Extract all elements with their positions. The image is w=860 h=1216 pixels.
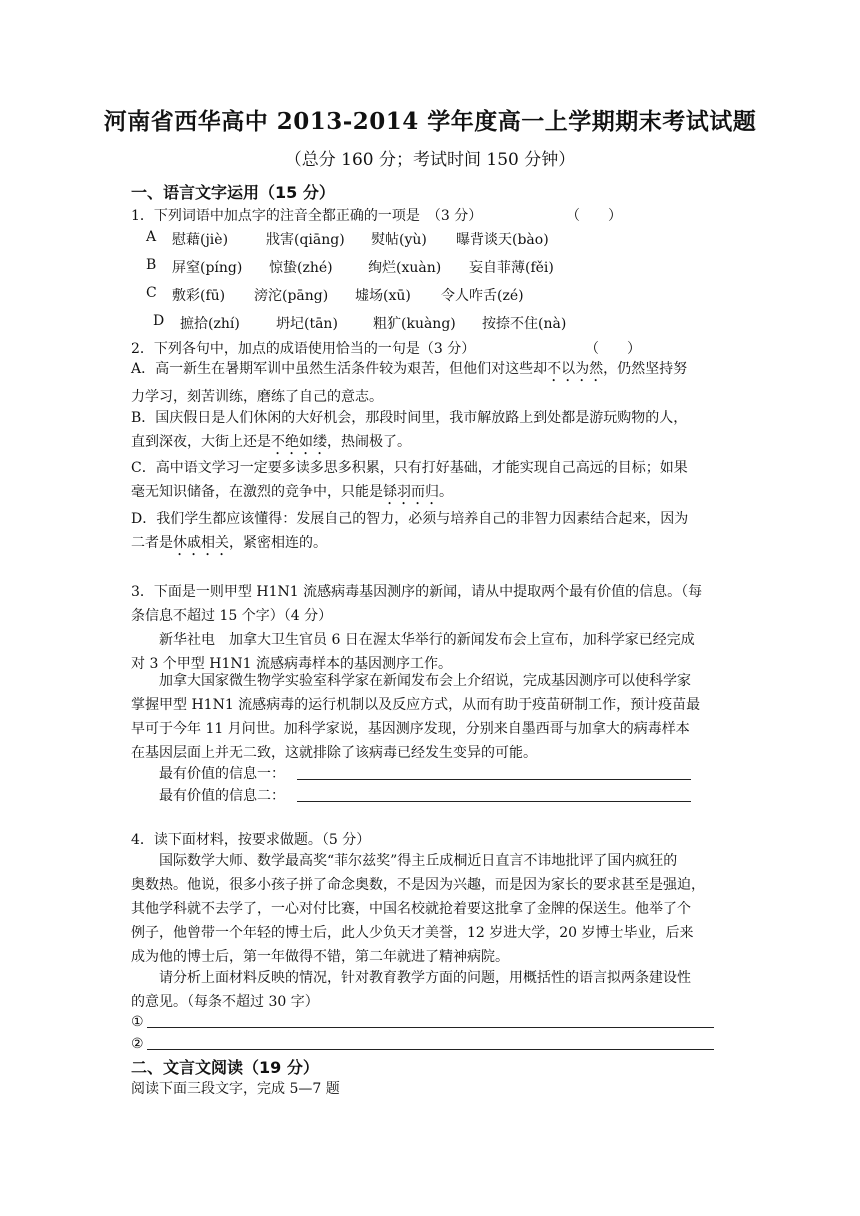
q3-answer-line-1[interactable] xyxy=(297,779,691,780)
option-word: 戕害(qiāng) xyxy=(266,232,345,248)
q4-answer-line-1[interactable] xyxy=(147,1027,714,1028)
material-line: 国际数学大师、数学最高奖“菲尔兹奖”得主丘成桐近日直言不讳地批评了国内疯狂的 xyxy=(159,853,678,869)
requirement-line: 的意见。（每条不超过 30 字） xyxy=(131,994,319,1010)
option-word: 滂沱(pāng) xyxy=(254,288,329,304)
option-text: 毫无知识储备，在激烈的竞争中，只能是 xyxy=(131,484,383,500)
q2-option-b xyxy=(131,406,733,458)
material-line: 其他学科就不去学了，一心对付比赛，中国名校就抢着要这批拿了金牌的保送生。他举了个 xyxy=(131,901,691,917)
q2-option-d xyxy=(131,507,733,559)
q4-answer-line-2[interactable] xyxy=(147,1049,714,1050)
requirement-line: 请分析上面材料反映的情况，针对教育教学方面的问题，用概括性的语言拟两条建设性 xyxy=(159,970,691,986)
page-title: 河南省西华高中 2013-2014 学年度高一上学期期末考试试题 xyxy=(103,108,757,135)
option-text: C．高中语文学习一定要多读多思多积累，只有打好基础，才能实现自己高远的目标；如果 xyxy=(131,460,688,476)
q4-stem: 4．读下面材料，按要求做题。（5 分） xyxy=(131,832,371,848)
q2-answer-bracket: （ ） xyxy=(585,341,641,357)
q3-answer-label-2: 最有价值的信息二： xyxy=(159,788,285,804)
option-label: B xyxy=(146,257,157,273)
option-word: 曝背谈天(bào) xyxy=(456,232,549,248)
news-line: 加拿大国家微生物学实验室科学家在新闻发布会上介绍说，完成基因测序可以使科学家 xyxy=(159,673,691,689)
q3-answer-label-1: 最有价值的信息一： xyxy=(159,766,285,782)
emphasized-idiom: 铩羽而归 xyxy=(383,484,439,500)
option-text: 直到深夜，大街上还是 xyxy=(131,434,271,450)
q4-answer-number-1: ① xyxy=(131,1014,144,1030)
q1-answer-bracket: （ ） xyxy=(566,208,622,224)
q3-stem-line: 条信息不超过 15 个字）（4 分） xyxy=(131,608,333,624)
q3-answer-line-2[interactable] xyxy=(297,801,691,802)
option-word: 绚烂(xuàn) xyxy=(368,260,442,276)
option-word: 坍圮(tān) xyxy=(276,316,338,332)
section-heading-classical: 二、文言文阅读（19 分） xyxy=(131,1058,319,1077)
news-line: 在基因层面上并无二致，这就排除了该病毒已经发生变异的可能。 xyxy=(131,745,537,761)
option-text: D．我们学生都应该懂得：发展自己的智力，必须与培养自己的非智力因素结合起来，因为 xyxy=(131,511,689,527)
option-text: ，紧密相连的。 xyxy=(229,535,327,551)
option-word: 粗犷(kuàng) xyxy=(373,316,456,332)
material-line: 成为他的博士后，第一年做得不错，第二年就进了精神病院。 xyxy=(131,949,509,965)
option-text: 力学习，刻苦训练，磨练了自己的意志。 xyxy=(131,389,383,405)
option-word: 惊蛰(zhé) xyxy=(269,260,333,276)
material-line: 例子，他曾带一个年轻的博士后，此人少负天才美誉，12 岁进大学，20 岁博士毕业，后来 xyxy=(131,925,694,941)
option-text: 。 xyxy=(439,484,453,500)
news-line: 早可于今年 11 月问世。加科学家说，基因测序发现，分别来自墨西哥与加拿大的病毒样本 xyxy=(131,721,690,737)
page-subtitle: （总分 160 分；考试时间 150 分钟） xyxy=(284,150,576,170)
q3-stem-line: 3．下面是一则甲型 H1N1 流感病毒基因测序的新闻，请从中提取两个最有价值的信息。（每 xyxy=(131,584,703,600)
q1-stem: 1．下列词语中加点字的注音全都正确的一项是 （3 分） xyxy=(131,208,483,224)
option-text: ，仍然坚持努 xyxy=(603,361,688,377)
option-word: 妄自菲薄(fěi) xyxy=(469,260,554,276)
q1-option-c xyxy=(0,285,700,307)
news-line: 新华社电 加拿大卫生官员 6 日在渥太华举行的新闻发布会上宣布，加科学家已经完成 xyxy=(159,632,695,648)
q4-answer-number-2: ② xyxy=(131,1036,144,1052)
material-line: 奥数热。他说，很多小孩子拼了命念奥数，不是因为兴趣，而是因为家长的要求甚至是强迫， xyxy=(131,877,705,893)
emphasized-idiom: 不绝如缕 xyxy=(271,434,327,450)
q4-material xyxy=(131,849,733,969)
option-text: B．国庆假日是人们休闲的大好机会，那段时间里，我市解放路上到处都是游玩购物的人， xyxy=(131,410,688,426)
section2-intro: 阅读下面三段文字，完成 5—7 题 xyxy=(131,1081,340,1097)
option-word: 屏窒(píng) xyxy=(172,260,243,276)
section-heading-language: 一、语言文字运用（15 分） xyxy=(131,183,335,202)
option-word: 摭拾(zhí) xyxy=(180,316,240,332)
option-text: ，热闹极了。 xyxy=(327,434,411,450)
q3-stem xyxy=(131,580,733,628)
option-word: 敷彩(fū) xyxy=(172,288,226,304)
q2-option-a xyxy=(131,357,733,409)
q3-news-para2 xyxy=(131,669,733,765)
news-line: 对 3 个甲型 H1N1 流感病毒样本的基因测序工作。 xyxy=(131,656,452,672)
option-label: C xyxy=(146,285,157,301)
option-label: A xyxy=(146,229,157,245)
option-label: D xyxy=(153,313,165,329)
q2-stem: 2．下列各句中，加点的成语使用恰当的一句是（3 分） xyxy=(131,341,476,357)
q2-option-c xyxy=(131,456,733,508)
q1-option-d xyxy=(0,313,700,335)
q1-option-b xyxy=(0,257,700,279)
option-text: A．高一新生在暑期军训中虽然生活条件较为艰苦，但他们对这些却 xyxy=(131,361,548,377)
emphasized-idiom: 休戚相关 xyxy=(173,535,229,551)
news-line: 掌握甲型 H1N1 流感病毒的运行机制以及反应方式，从而有助于疫苗研制工作，预计疫苗最 xyxy=(131,697,701,713)
option-word: 令人咋舌(zé) xyxy=(441,288,524,304)
option-word: 按捺不住(nà) xyxy=(482,316,567,332)
q1-option-a xyxy=(0,229,700,251)
q4-requirement xyxy=(131,966,733,1014)
option-text: 二者是 xyxy=(131,535,173,551)
option-word: 熨帖(yù) xyxy=(371,232,427,248)
option-word: 墟场(xū) xyxy=(355,288,411,304)
option-word: 慰藉(jiè) xyxy=(172,232,229,248)
emphasized-idiom: 不以为然 xyxy=(547,361,604,377)
